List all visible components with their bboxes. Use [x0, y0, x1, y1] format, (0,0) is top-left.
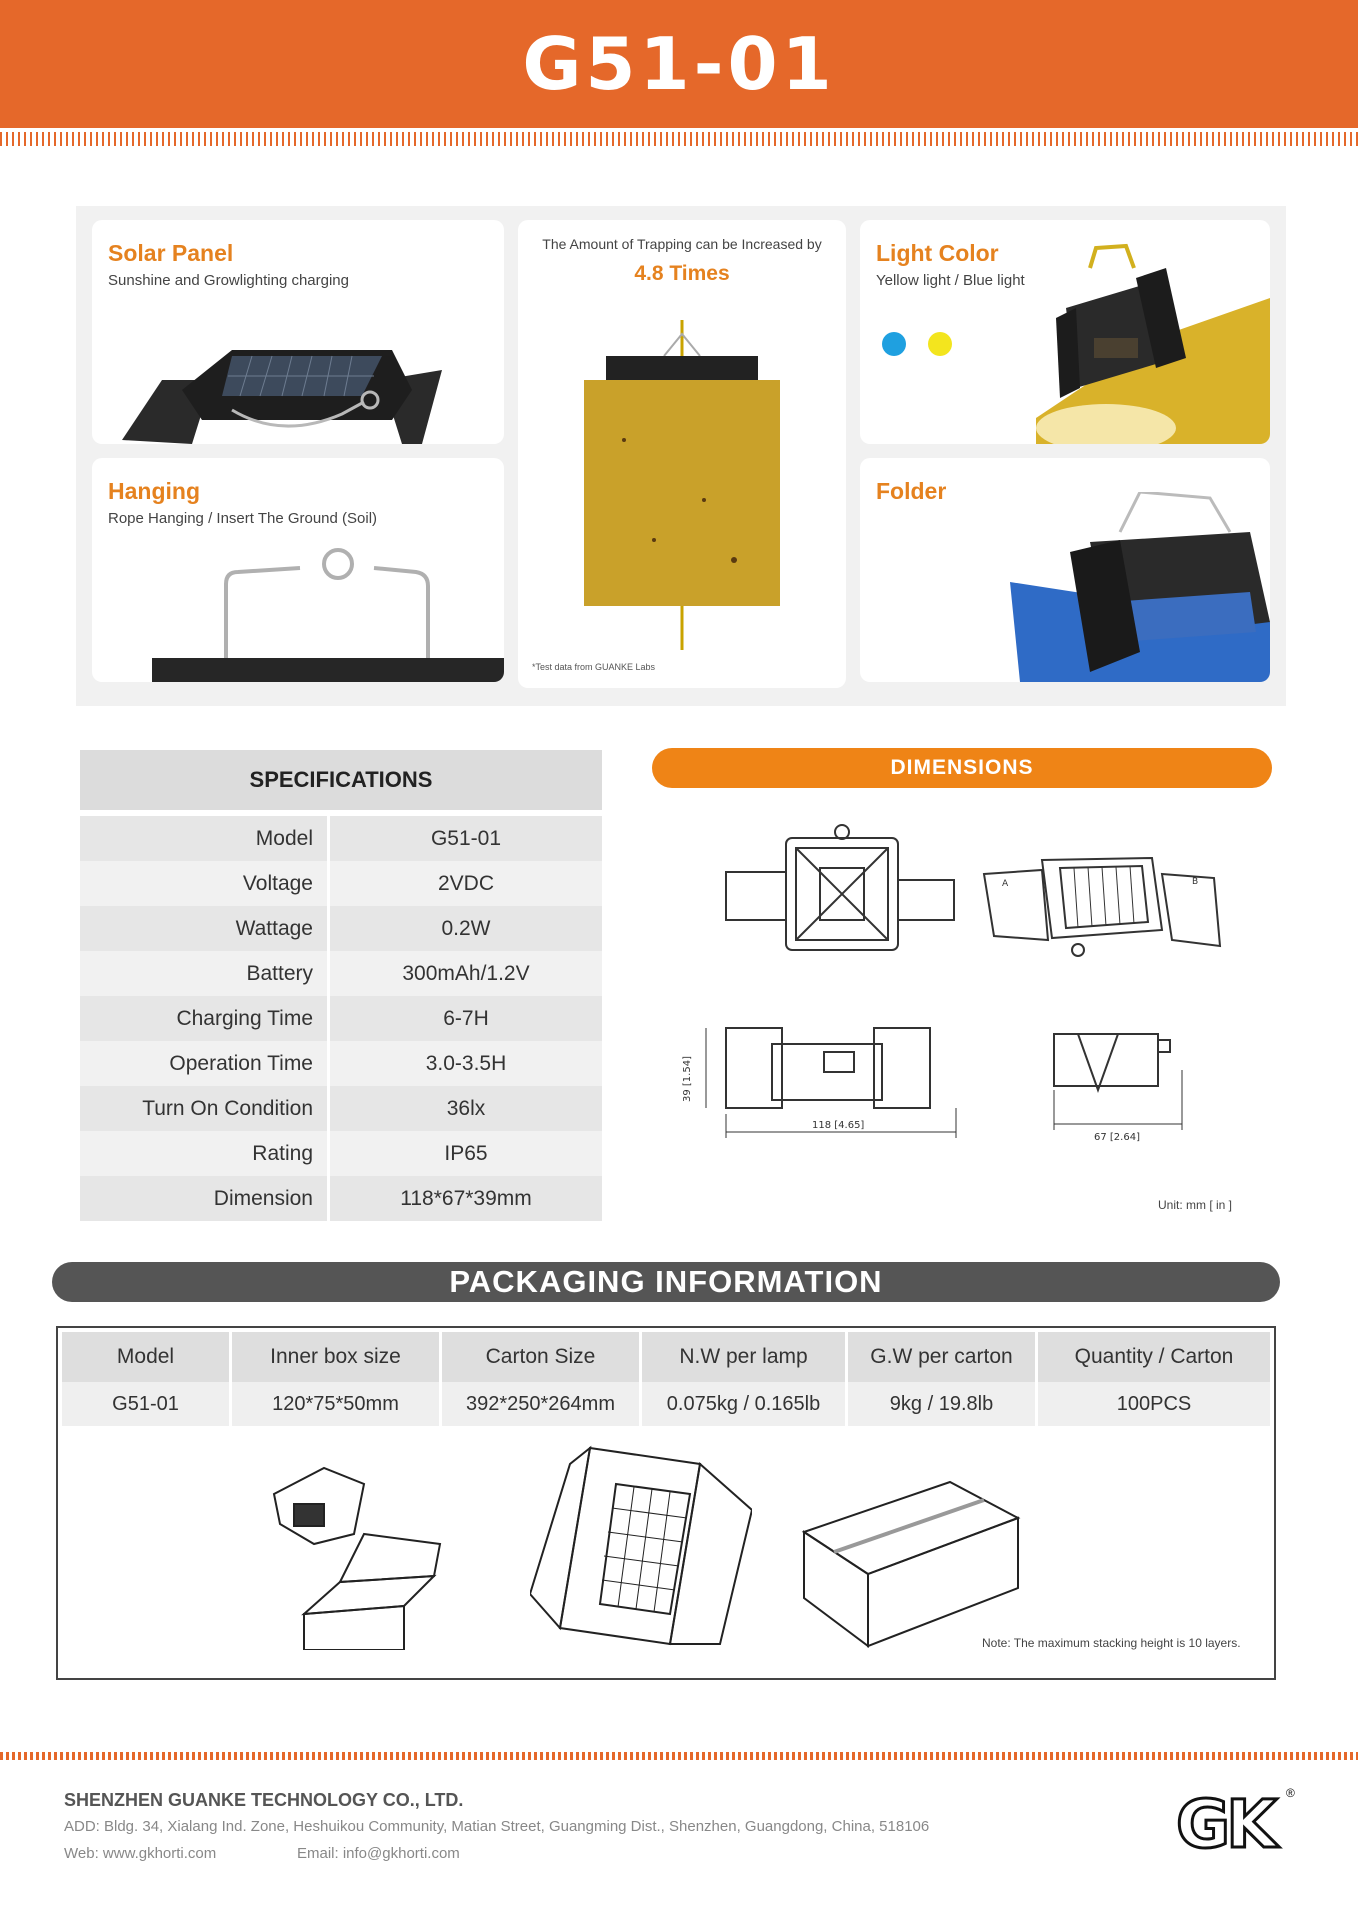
spec-row	[80, 816, 602, 861]
packaging-header-row	[62, 1332, 1270, 1382]
dimension-side-view	[1048, 1030, 1188, 1150]
inner-box-illustration	[264, 1464, 464, 1650]
packaging-heading: PACKAGING INFORMATION	[52, 1262, 1280, 1302]
dimension-front-view	[676, 1024, 966, 1144]
packaging-data-row	[62, 1382, 1270, 1426]
spec-key: Wattage	[80, 906, 330, 951]
packaging-col-header: G.W per carton	[848, 1332, 1038, 1382]
spec-value: 2VDC	[437, 872, 495, 895]
light-color-title: Light Color	[876, 240, 999, 266]
spec-key: Charging Time	[80, 996, 330, 1041]
packaging-cell: G51-01	[62, 1382, 232, 1426]
specifications-table	[80, 750, 602, 1221]
spec-row	[80, 1041, 602, 1086]
footer-company: SHENZHEN GUANKE TECHNOLOGY CO., LTD.	[64, 1790, 464, 1810]
packaging-cell: 0.075kg / 0.165lb	[642, 1382, 848, 1426]
packaging-col-header: N.W per lamp	[642, 1332, 848, 1382]
folder-card	[860, 458, 1270, 682]
spec-row	[80, 1086, 602, 1131]
spec-value: IP65	[444, 1142, 488, 1165]
packaging-note: Note: The maximum stacking height is 10 layers.	[982, 1636, 1241, 1650]
specifications-heading: SPECIFICATIONS	[80, 750, 602, 810]
spec-row	[80, 906, 602, 951]
spec-value: 6-7H	[443, 1007, 489, 1030]
spec-value: 3.0-3.5H	[425, 1052, 507, 1075]
footer-address: ADD: Bldg. 34, Xialang Ind. Zone, Heshuikou Community, Matian Street, Guangming Dist., Shenzhen, Guangdong, China, 518106	[64, 1818, 930, 1835]
spec-key: Battery	[80, 951, 330, 996]
footer-web-link[interactable]: Web: www.gkhorti.com	[64, 1845, 217, 1862]
page-title: G51-01	[522, 22, 836, 106]
carton-open-illustration	[530, 1444, 752, 1654]
dimension-marker-b: B	[1192, 877, 1199, 887]
spec-key: Model	[80, 816, 330, 861]
spec-value: 0.2W	[441, 917, 491, 940]
spec-row	[80, 861, 602, 906]
spec-key: Dimension	[80, 1176, 330, 1221]
packaging-col-header: Model	[62, 1332, 232, 1382]
spec-row	[80, 996, 602, 1041]
spec-key: Voltage	[80, 861, 330, 906]
solar-panel-card	[92, 220, 504, 444]
trapping-card	[518, 220, 846, 688]
packaging-box	[56, 1326, 1276, 1680]
solar-panel-image	[112, 310, 504, 444]
trapping-value: 4.8 Times	[634, 262, 730, 285]
sticky-trap-image	[584, 320, 780, 650]
packaging-col-header: Carton Size	[442, 1332, 642, 1382]
spec-key: Operation Time	[80, 1041, 330, 1086]
features-panel	[76, 206, 1286, 706]
hanging-subtitle: Rope Hanging / Insert The Ground (Soil)	[108, 510, 378, 527]
header-tick-rule	[0, 132, 1358, 146]
spec-value: 118*67*39mm	[400, 1187, 532, 1210]
dimension-unit: Unit: mm [ in ]	[1158, 1198, 1233, 1212]
yellow-light-dot	[928, 332, 952, 356]
dimensions-heading: DIMENSIONS	[652, 748, 1272, 788]
specifications-rows	[80, 816, 602, 1221]
spec-value: G51-01	[430, 827, 502, 850]
packaging-table	[62, 1332, 1270, 1426]
blue-light-dot	[882, 332, 906, 356]
footer-email-link[interactable]: Email: info@gkhorti.com	[297, 1845, 460, 1862]
trapping-footnote: *Test data from GUANKE Labs	[532, 662, 656, 672]
folder-title: Folder	[876, 478, 947, 504]
dimension-top-view	[724, 818, 956, 958]
spec-row	[80, 1176, 602, 1221]
header-bar	[0, 0, 1358, 128]
dimension-length-label: 118 [4.65]	[812, 1120, 865, 1131]
packaging-cell: 100PCS	[1038, 1382, 1270, 1426]
logo-text: GK	[1176, 1786, 1274, 1863]
spec-value: 36lx	[446, 1097, 486, 1120]
dimension-iso-view	[982, 850, 1228, 970]
dimension-marker-a: A	[1002, 879, 1009, 889]
packaging-cell: 9kg / 19.8lb	[848, 1382, 1038, 1426]
carton-closed-illustration	[798, 1478, 1022, 1648]
dimension-height-label: 39 [1.54]	[682, 1056, 693, 1102]
packaging-cell: 392*250*264mm	[442, 1382, 642, 1426]
packaging-cell: 120*75*50mm	[232, 1382, 442, 1426]
packaging-col-header: Quantity / Carton	[1038, 1332, 1270, 1382]
solar-panel-title: Solar Panel	[108, 240, 234, 266]
spec-key: Turn On Condition	[80, 1086, 330, 1131]
spec-row	[80, 1131, 602, 1176]
light-color-image	[1036, 238, 1270, 444]
footer-rule	[0, 1752, 1358, 1760]
solar-panel-subtitle: Sunshine and Growlighting charging	[108, 272, 349, 289]
packaging-col-header: Inner box size	[232, 1332, 442, 1382]
gk-logo	[1176, 1786, 1295, 1863]
hanging-card	[92, 458, 504, 682]
spec-row	[80, 951, 602, 996]
dimension-width-label: 67 [2.64]	[1094, 1132, 1140, 1143]
logo-registered-mark: ®	[1286, 1786, 1295, 1800]
trapping-text: The Amount of Trapping can be Increased by	[542, 236, 822, 252]
folder-image	[1010, 492, 1270, 682]
light-color-subtitle: Yellow light / Blue light	[876, 272, 1025, 289]
spec-key: Rating	[80, 1131, 330, 1176]
hanging-image	[152, 548, 504, 682]
hanging-title: Hanging	[108, 478, 200, 504]
light-color-card	[860, 220, 1270, 444]
spec-value: 300mAh/1.2V	[402, 962, 530, 985]
